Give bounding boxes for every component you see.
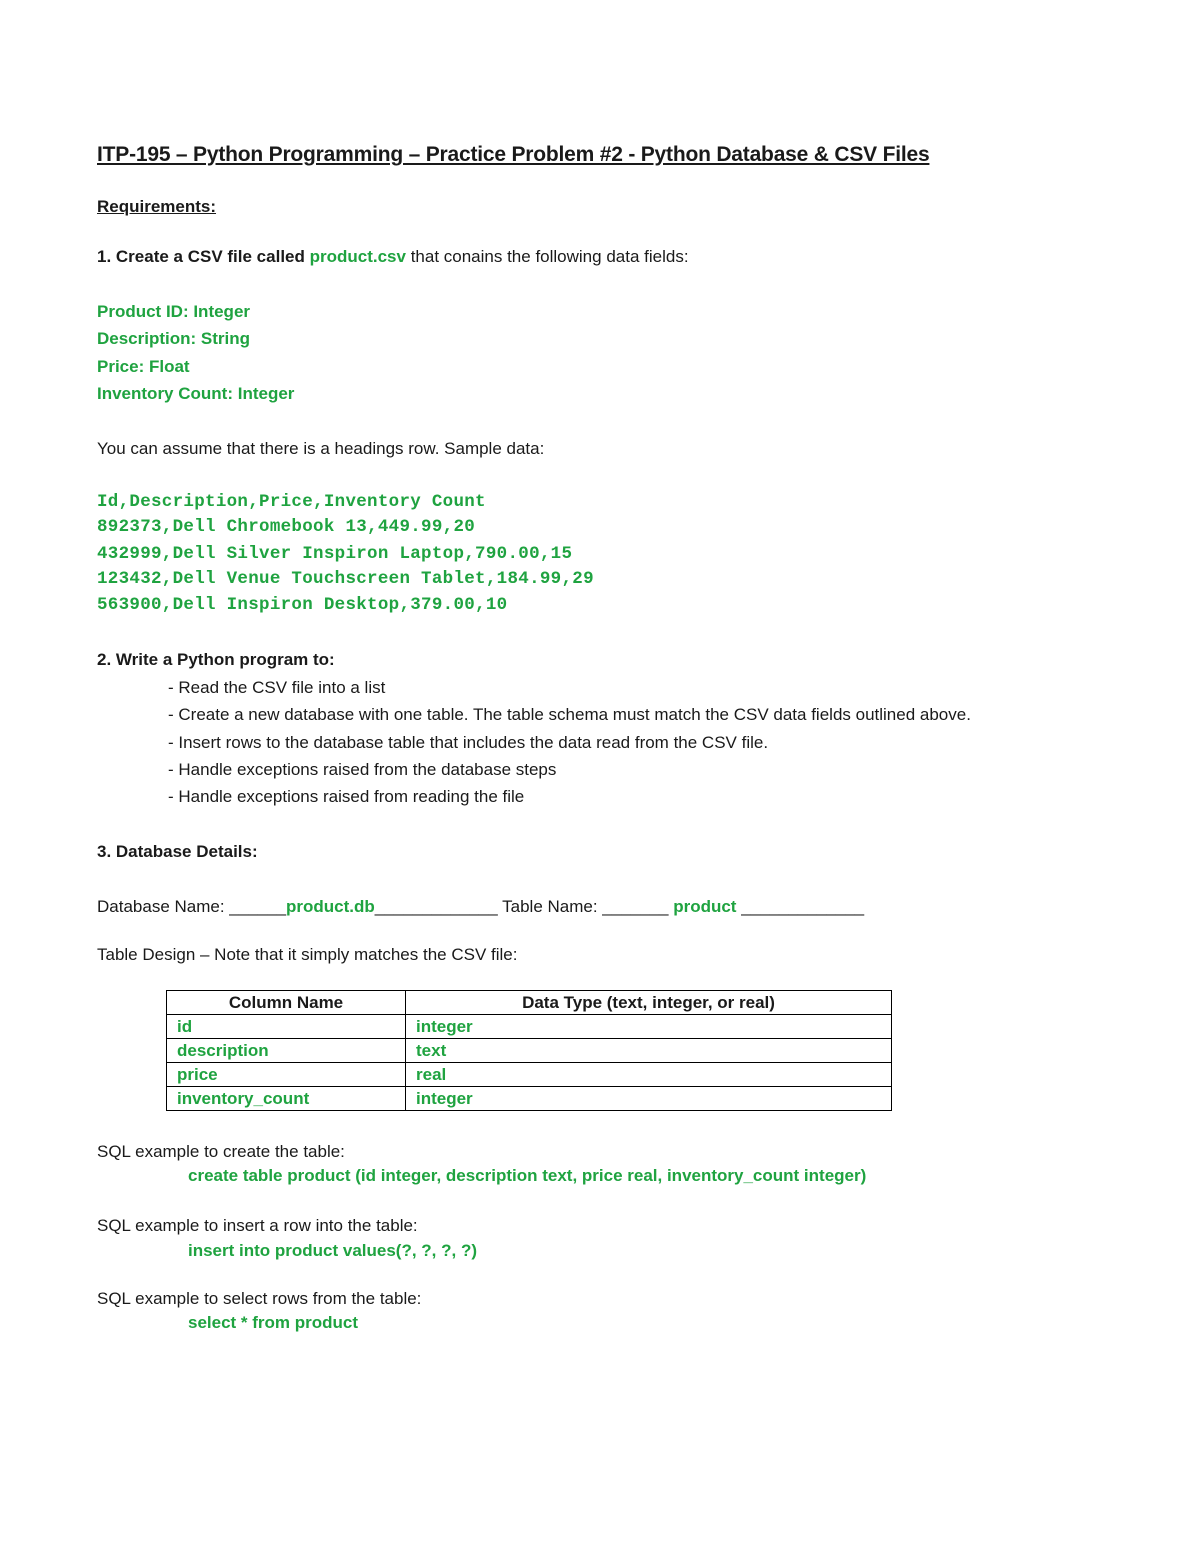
step2-item: - Insert rows to the database table that includes the data read from the CSV file.	[168, 733, 769, 752]
step3-heading: 3. Database Details:	[97, 842, 258, 861]
database-details-line	[97, 896, 864, 918]
step1-suffix: that conains the following data fields:	[405, 247, 689, 266]
table-blank-post: _____________	[736, 897, 865, 916]
table-design	[166, 990, 892, 1111]
csv-filename: product.csv	[309, 247, 406, 266]
column-name-cell: price	[167, 1063, 406, 1087]
page-title: ITP-195 – Python Programming – Practice Problem #2 - Python Database & CSV Files	[97, 143, 930, 166]
sql-insert-label: SQL example to insert a row into the table:	[97, 1216, 418, 1235]
step2-heading: 2. Write a Python program to:	[97, 650, 335, 669]
table-design-intro: Table Design – Note that it simply matches the CSV file:	[97, 945, 518, 964]
data-type-cell: real	[406, 1063, 892, 1087]
sample-row: 123432,Dell Venue Touchscreen Tablet,184.99,29	[97, 569, 594, 589]
sample-intro: You can assume that there is a headings row. Sample data:	[97, 439, 545, 458]
sql-insert-code: insert into product values(?, ?, ?, ?)	[188, 1241, 478, 1260]
sample-row: 892373,Dell Chromebook 13,449.99,20	[97, 517, 476, 537]
db-label: Database Name:	[97, 897, 230, 916]
column-name-cell: description	[167, 1039, 406, 1063]
table-blank-pre: _______	[602, 897, 674, 916]
field-product-id: Product ID: Integer	[97, 302, 251, 321]
column-name-cell: id	[167, 1015, 406, 1039]
table-header-row	[167, 991, 892, 1015]
db-name: product.db	[286, 897, 375, 916]
step2-item: - Create a new database with one table. The table schema must match the CSV data fields outlined above.	[168, 705, 971, 724]
sql-create-code: create table product (id integer, description text, price real, inventory_count integer)	[188, 1166, 867, 1185]
sample-row: Id,Description,Price,Inventory Count	[97, 492, 486, 512]
db-blank-pre: ______	[229, 897, 287, 916]
field-price: Price: Float	[97, 357, 190, 376]
column-header: Data Type (text, integer, or real)	[406, 991, 892, 1015]
table-name: product	[673, 897, 737, 916]
step1-line	[97, 246, 689, 268]
field-description: Description: String	[97, 329, 251, 348]
db-blank-post: _____________	[374, 897, 498, 916]
sample-row: 563900,Dell Inspiron Desktop,379.00,10	[97, 595, 508, 615]
data-type-cell: text	[406, 1039, 892, 1063]
sql-select-label: SQL example to select rows from the table:	[97, 1289, 422, 1308]
table-row	[167, 1087, 892, 1111]
step2-item: - Handle exceptions raised from reading the file	[168, 787, 525, 806]
sample-row: 432999,Dell Silver Inspiron Laptop,790.00,15	[97, 544, 573, 564]
table-row	[167, 1063, 892, 1087]
table-row	[167, 1015, 892, 1039]
step2-item: - Read the CSV file into a list	[168, 678, 386, 697]
table-row	[167, 1039, 892, 1063]
requirements-heading: Requirements:	[97, 197, 217, 216]
sql-create-label: SQL example to create the table:	[97, 1142, 345, 1161]
data-type-cell: integer	[406, 1087, 892, 1111]
field-inventory-count: Inventory Count: Integer	[97, 384, 295, 403]
column-name-cell: inventory_count	[167, 1087, 406, 1111]
column-header: Column Name	[167, 991, 406, 1015]
step2-item: - Handle exceptions raised from the database steps	[168, 760, 557, 779]
data-type-cell: integer	[406, 1015, 892, 1039]
sql-select-code: select * from product	[188, 1313, 359, 1332]
step1-prefix: 1. Create a CSV file called	[97, 247, 310, 266]
table-label: Table Name:	[497, 897, 603, 916]
